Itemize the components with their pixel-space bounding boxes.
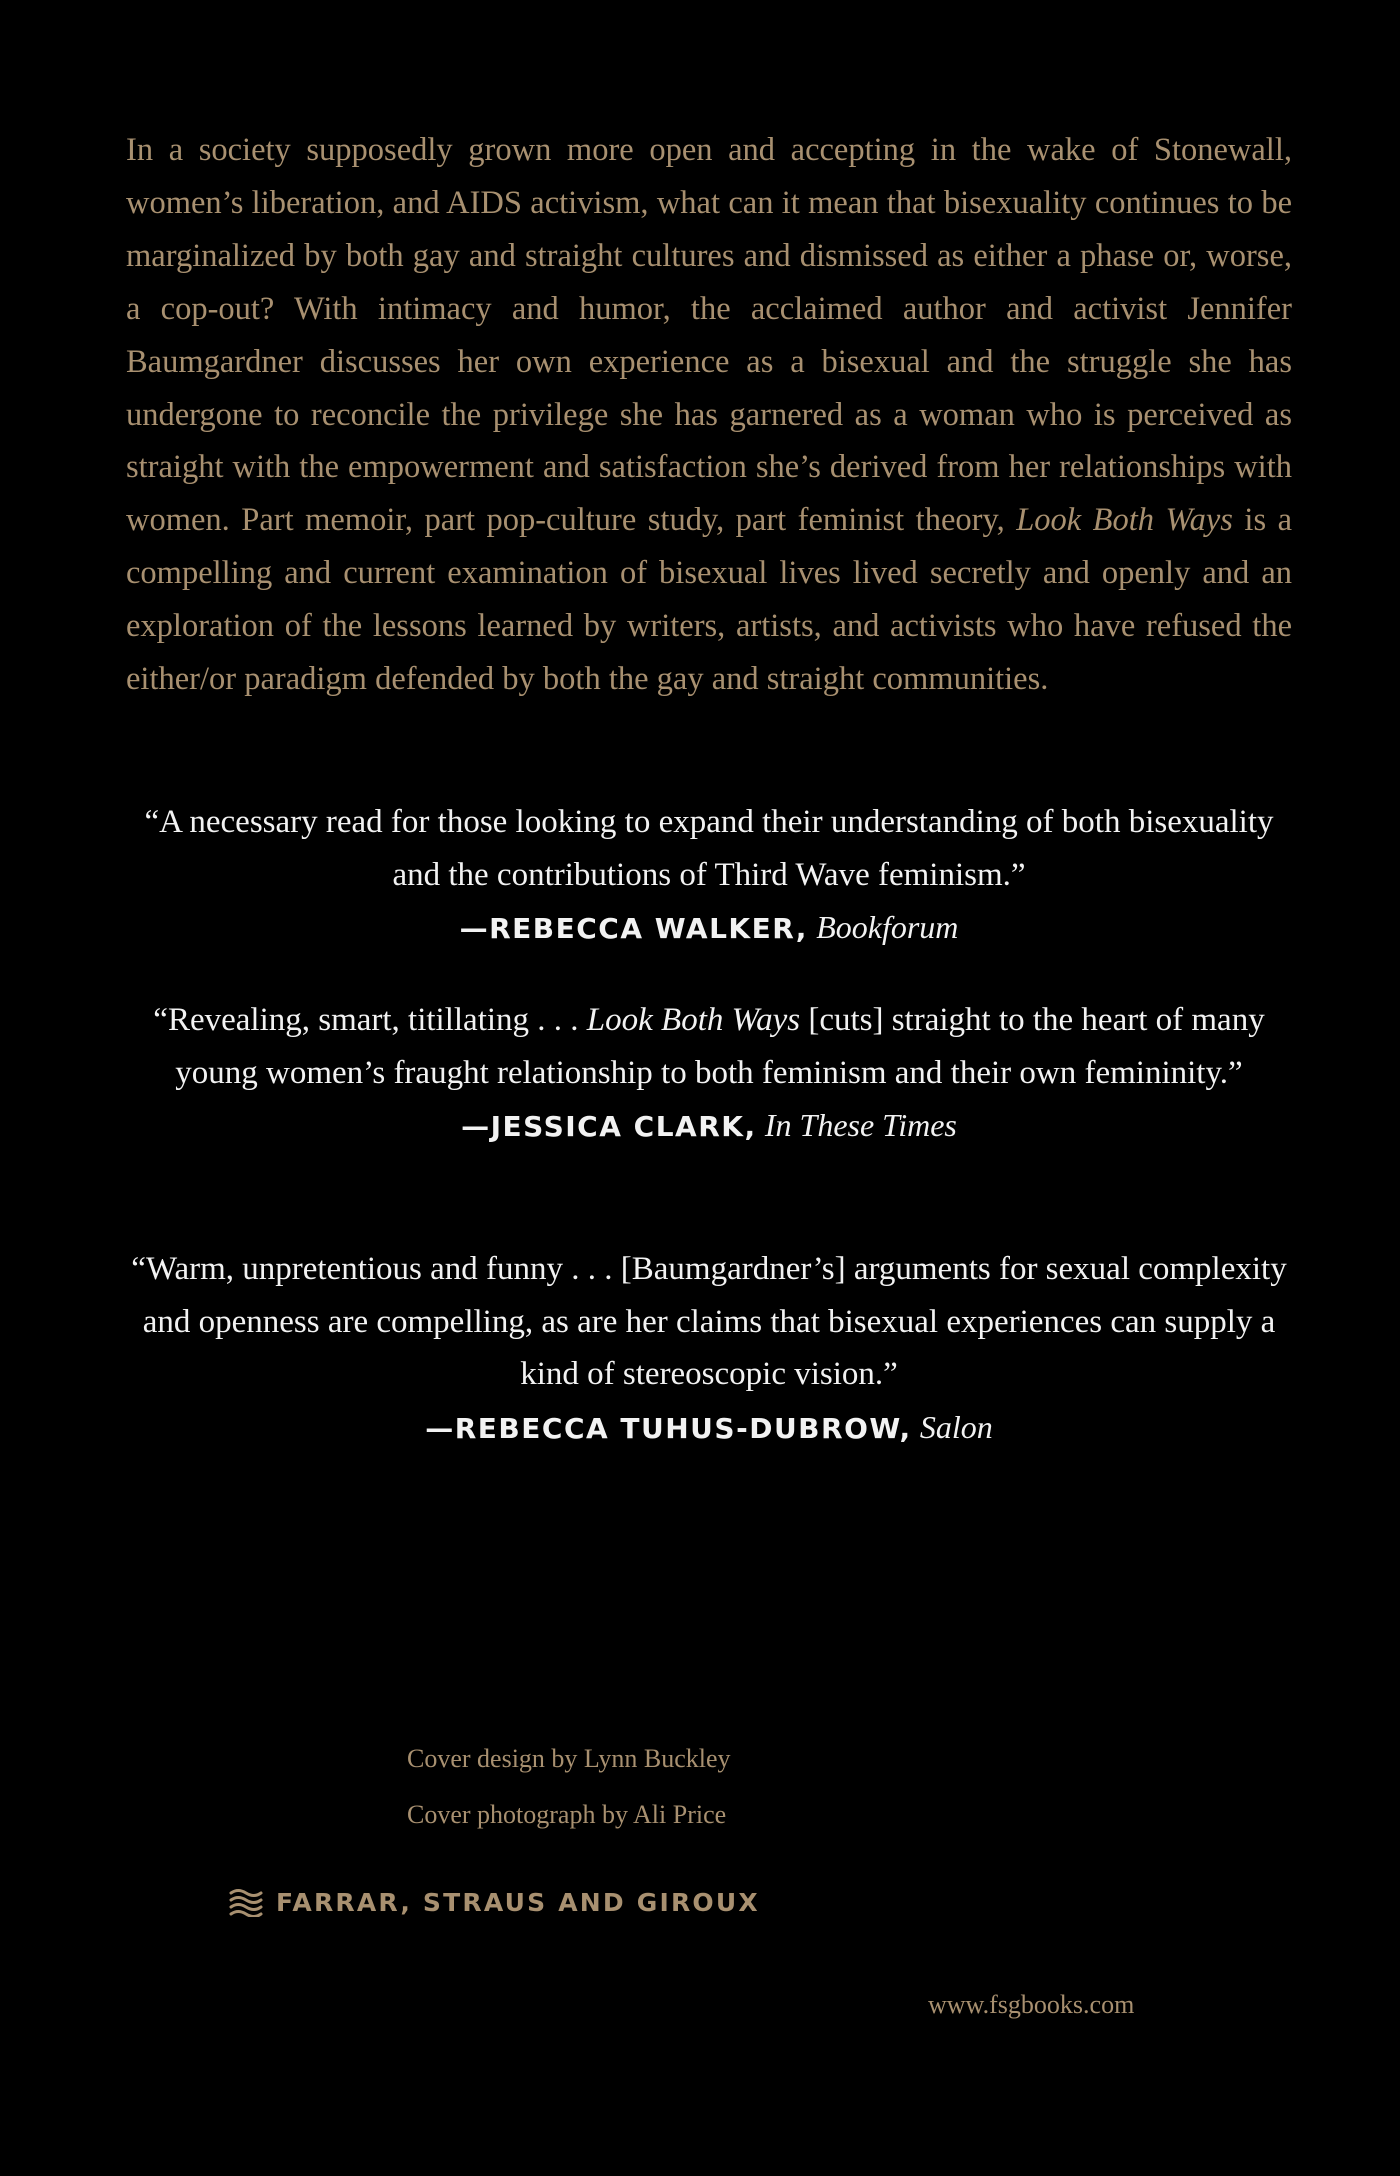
cover-design-credit: Cover design by Lynn Buckley xyxy=(407,1744,731,1773)
quote-publication: Salon xyxy=(919,1408,993,1445)
description-text-end: is a compelling and current examination of bisexual lives lived secretly and openly and an exploration of the lessons learned by writers, artists, and activists who have refused the either/or paradigm defended by both the gay and straight communities. xyxy=(126,502,1293,698)
fsg-fish-logo-icon xyxy=(228,1887,264,1917)
quote-author: —REBECCA WALKER, xyxy=(459,912,808,945)
publisher-name: FARRAR, STRAUS AND GIROUX xyxy=(276,1887,760,1917)
quote-publication: Bookforum xyxy=(816,909,959,945)
description-book-title: Look Both Ways xyxy=(1016,502,1233,539)
quote-attribution xyxy=(126,1401,1292,1456)
quote-attribution xyxy=(126,1099,1292,1154)
quote-text-end: [cuts] straight to the heart of many young women’s fraught relationship to both feminism and their own femininity.” xyxy=(175,1002,1265,1091)
quote-publication: In These Times xyxy=(764,1107,957,1143)
quote-author: —JESSICA CLARK, xyxy=(461,1110,757,1143)
review-quote-walker xyxy=(126,796,1292,956)
review-quote-tuhus-dubrow xyxy=(126,1243,1292,1455)
review-quote-clark xyxy=(126,994,1292,1154)
cover-photograph-credit: Cover photograph by Ali Price xyxy=(407,1800,727,1829)
quote-author: —REBECCA TUHUS-DUBROW, xyxy=(425,1411,912,1445)
publisher-website[interactable]: www.fsgbooks.com xyxy=(928,1990,1135,2019)
description-text-start: In a society supposedly grown more open and accepting in the wake of Stonewall, women’s liberation, and AIDS activism, what can it mean that bisexuality continues to be marginalized by both gay and straight cultures and dismissed as either a phase or, worse, a cop-out? With intimacy and humor, the acclaimed author and activist Jennifer Baumgardner discusses her own experience as a bisexual and the struggle she has undergone to reconcile the privilege she has garnered as a woman who is perceived as straight with the empowerment and satisfaction she’s derived from her relationships with women. Part memoir, part pop-culture study, part feminist theory, xyxy=(126,132,1292,539)
quote-text-start: “Revealing, smart, titillating . . . xyxy=(153,1002,587,1038)
book-description xyxy=(126,124,1292,706)
quote-text: “Warm, unpretentious and funny . . . [Baumgardner’s] arguments for sexual complexity and openness are compelling, as are her claims that bisexual experiences can supply a kind of stereoscopic vision.” xyxy=(131,1251,1287,1392)
quote-attribution xyxy=(126,901,1292,956)
publisher-imprint xyxy=(228,1882,760,1922)
quote-text: “A necessary read for those looking to expand their understanding of both bisexuality and the contributions of Third Wave feminism.” xyxy=(144,804,1274,893)
quote-text xyxy=(126,994,1292,1099)
quote-book-title: Look Both Ways xyxy=(586,1002,801,1038)
